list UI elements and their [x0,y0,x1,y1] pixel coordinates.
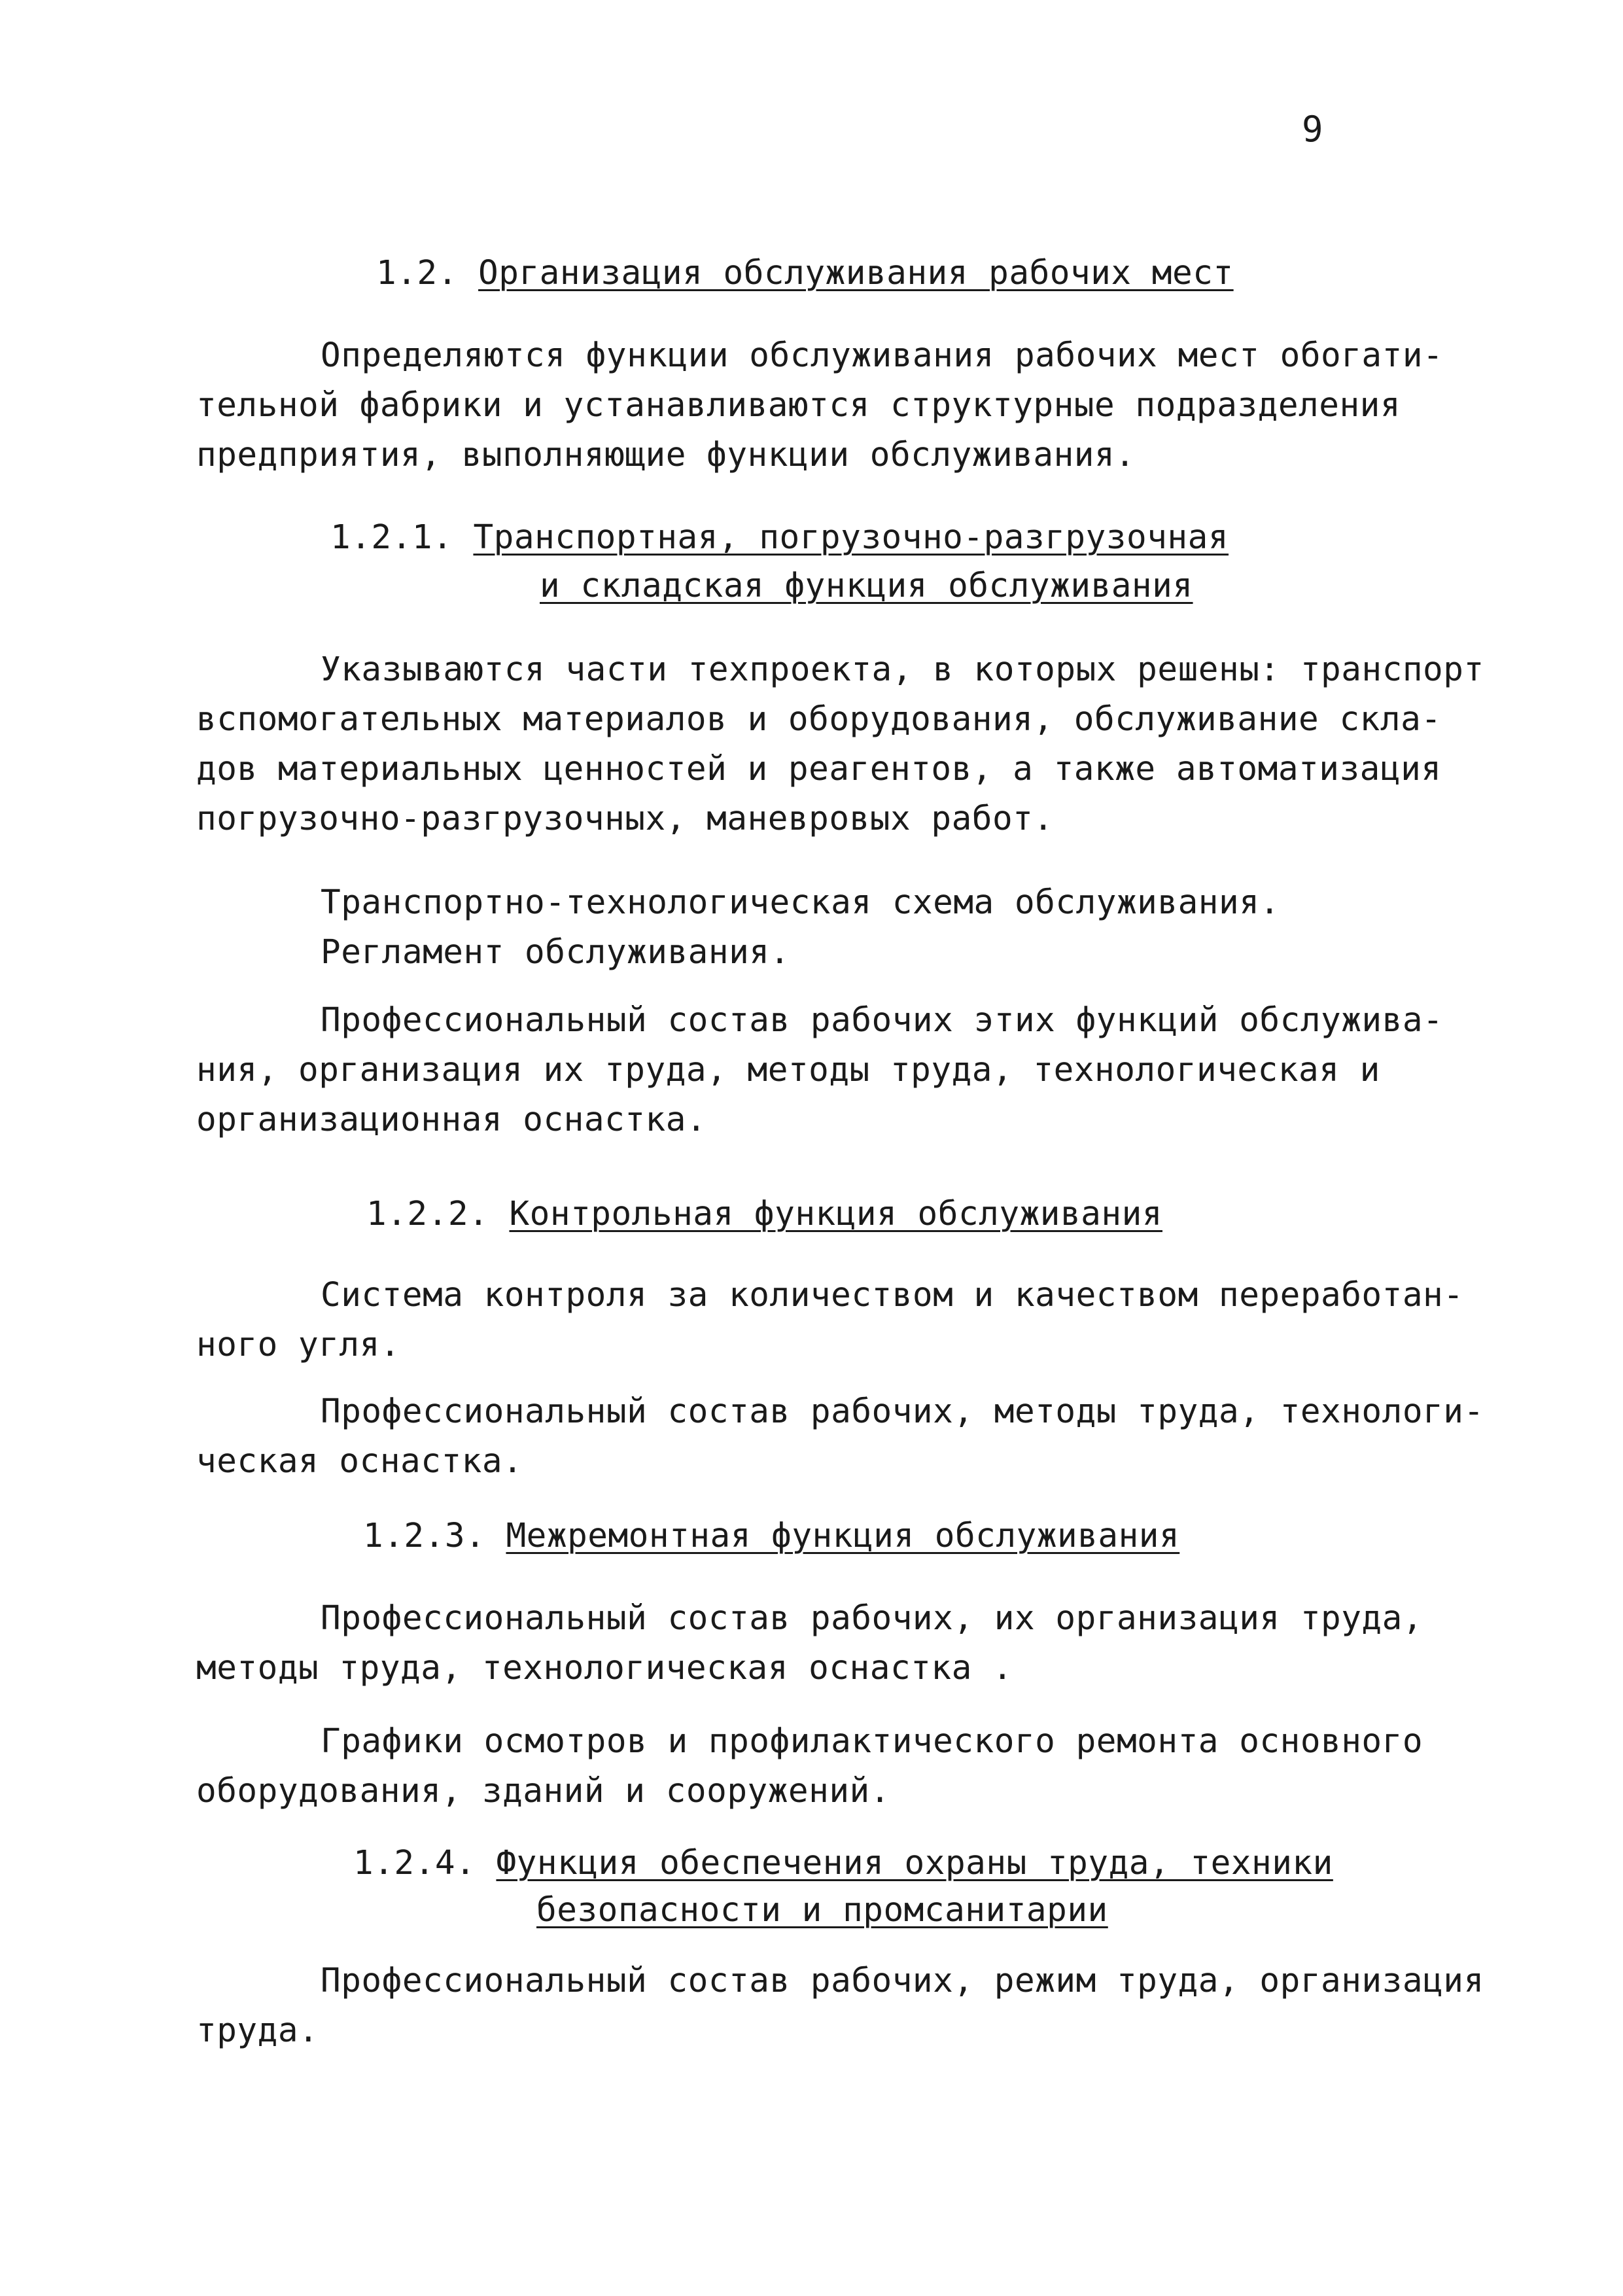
paragraph-line: труда. [196,2011,319,2050]
paragraph-line: погрузочно-разгрузочных, маневровых работ. [196,800,1054,838]
section-title: Межремонтная функция обслуживания [506,1517,1180,1555]
paragraph-line: ния, организация их труда, методы труда, технологическая и [196,1051,1380,1089]
section-title-line2-text: безопасности и промсанитарии [536,1891,1108,1930]
paragraph-line: Транспортно-технологическая схема обслуживания. [321,883,1280,922]
paragraph-line: Система контроля за количеством и качеством переработан- [321,1276,1464,1315]
paragraph-line: ческая оснастка. [196,1442,523,1481]
paragraph-line: вспомогательных материалов и оборудования, обслуживание скла- [196,700,1442,739]
paragraph-line: Определяются функции обслуживания рабочих мест обогати- [321,336,1444,375]
paragraph-line: предприятия, выполняющие функции обслуживания. [196,436,1136,474]
paragraph-line: Профессиональный состав рабочих этих функций обслужива- [321,1001,1444,1040]
section-heading-1-2-1 [330,518,1229,557]
section-title-line2 [540,567,1193,606]
section-number: 1.2.2. [366,1195,489,1233]
paragraph-line: Указываются части техпроекта, в которых решены: транспорт [321,650,1484,689]
paragraph-line: Профессиональный состав рабочих, режим труда, организация [321,1962,1484,2000]
section-title: Организация обслуживания рабочих мест [478,254,1234,292]
section-title-line1: Транспортная, погрузочно-разгрузочная [473,518,1229,557]
paragraph-line: Профессиональный состав рабочих, их организация труда, [321,1599,1423,1638]
section-title-line2 [536,1891,1108,1930]
paragraph-line: Регламент обслуживания. [321,933,790,972]
section-heading-1-2 [376,254,1234,293]
paragraph-line: ного угля. [196,1326,401,1364]
section-number: 1.2.3. [363,1517,486,1555]
paragraph-line: тельной фабрики и устанавливаются структурные подразделения [196,386,1401,425]
section-number: 1.2. [376,254,458,292]
paragraph-line: методы труда, технологическая оснастка . [196,1649,1013,1687]
page-number: 9 [1302,109,1323,150]
paragraph-line: оборудования, зданий и сооружений. [196,1772,890,1810]
section-heading-1-2-2 [366,1195,1162,1234]
section-title: Контрольная функция обслуживания [509,1195,1162,1233]
paragraph-line: организационная оснастка. [196,1101,707,1139]
paragraph-line: дов материальных ценностей и реагентов, а также автоматизация [196,750,1442,788]
section-number: 1.2.4. [353,1844,476,1882]
section-heading-1-2-4 [353,1844,1333,1883]
section-title-line1: Функция обеспечения охраны труда, техники [496,1844,1333,1882]
section-heading-1-2-3 [363,1517,1179,1556]
paragraph-line: Графики осмотров и профилактического ремонта основного [321,1722,1423,1761]
section-number: 1.2.1. [330,518,453,557]
section-title-line2-text: и складская функция обслуживания [540,567,1193,605]
paragraph-line: Профессиональный состав рабочих, методы труда, технологи- [321,1392,1484,1431]
